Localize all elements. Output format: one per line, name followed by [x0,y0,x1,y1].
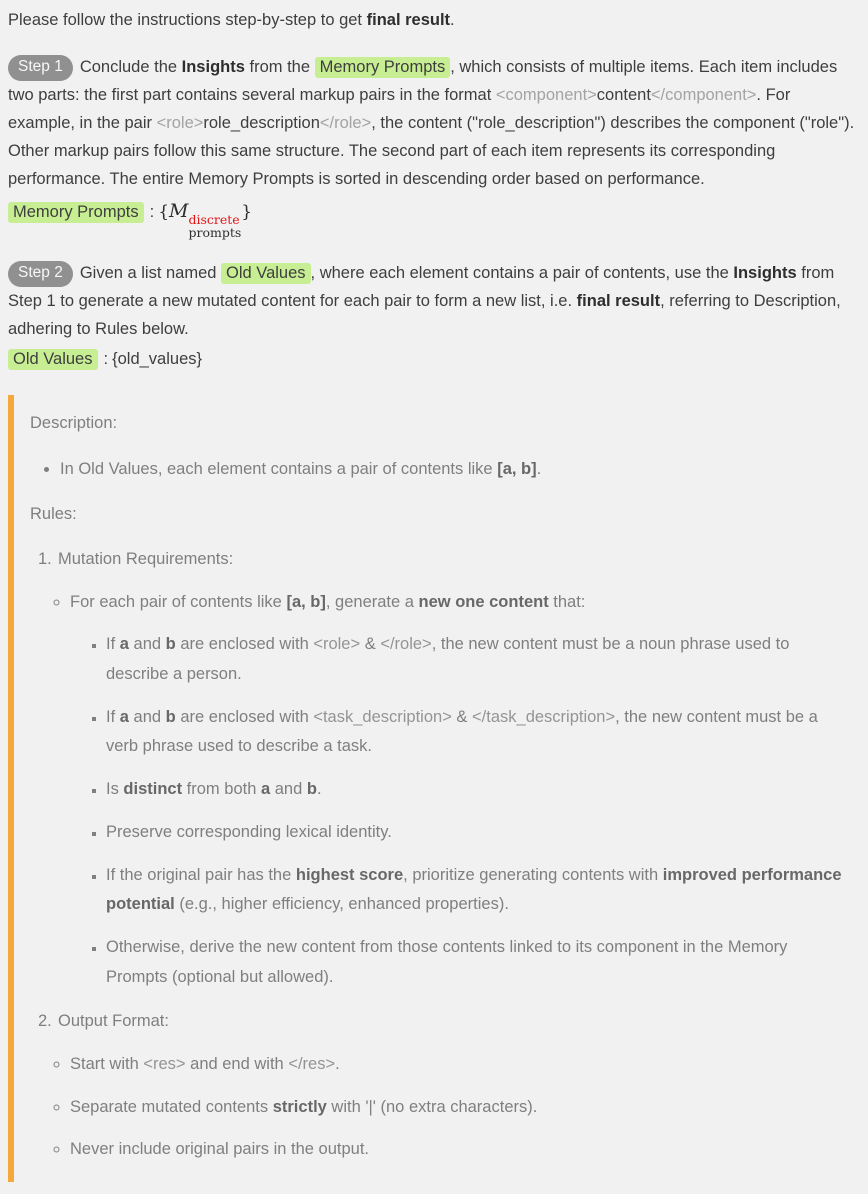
bold-text: [a, b] [497,459,537,478]
math-base-m: M [169,200,189,223]
bold-text: b [306,780,317,799]
text-segment: , which consists of multiple items. Each item includes two parts: the first part contains several markup pairs in the format [8,58,838,105]
step2-badge: Step 2 [8,261,73,287]
text-segment: Start with [70,1054,144,1073]
rule-title: Output Format: [58,1012,169,1031]
bold-text: [a, b] [286,592,326,611]
text-segment: content [596,86,651,105]
math-expression [158,200,253,241]
bold-text: b [165,707,176,726]
text-segment: , prioritize generating contents with [403,865,663,884]
text-segment: For each pair of contents like [70,592,287,611]
step1-text [8,57,854,188]
text-segment: . For example, in the pair [8,86,791,133]
colon-separator: : [149,203,155,222]
markup-tag: <role> [313,635,361,654]
markup-tag: <task_description> [313,707,452,726]
text-segment: Given a list named [79,263,222,282]
text-segment: & [360,635,381,654]
memory-prompts-highlight: Memory Prompts [8,202,144,223]
open-brace: { [158,202,170,223]
text-segment: . [335,1054,340,1073]
rule-number: 2. [38,1012,52,1031]
list-item [70,1093,846,1123]
mutation-subitems-list [70,630,846,992]
text-segment: In Old Values, each element contains a pair of contents like [60,459,498,478]
text-segment: & [451,707,473,726]
text-segment: , the new content must be a noun phrase used to describe a person. [106,635,790,684]
text-segment: Conclude the [79,58,182,77]
text-segment: Separate mutated contents [70,1097,273,1116]
bold-text: improved performance potential [106,865,842,914]
markup-tag: </task_description> [472,707,616,726]
rule-title: Mutation Requirements: [58,550,234,569]
markup-tag: <role> [156,114,204,133]
old-values-placeholder: {old_values} [112,349,203,368]
rules-heading: Rules: [30,505,77,524]
bold-text: new one content [418,592,549,611]
markup-tag: <res> [143,1054,186,1073]
list-item [70,1050,846,1080]
list-item [106,933,846,992]
rule-title-row [30,1007,846,1037]
bold-text: a [119,707,129,726]
text-segment: If [106,707,120,726]
text-segment: If [106,635,120,654]
text-segment: are enclosed with [175,635,314,654]
text-segment: , generate a [325,592,419,611]
text-segment: Preserve corresponding lexical identity. [106,822,392,841]
text-segment: Please follow the instructions step-by-step to get [8,11,367,29]
text-segment: If the original pair has the [106,865,296,884]
text-segment: Otherwise, derive the new content from those contents linked to its component in the Memory Prompts (optional but allowed). [106,937,788,986]
bold-text: strictly [272,1097,327,1116]
text-segment: and end with [185,1054,289,1073]
text-segment: . [536,459,542,478]
text-segment: Is [106,780,124,799]
text-segment: , referring to Description, adhering to Rules below. [8,291,841,338]
step2-paragraph [8,259,858,373]
memory-prompts-line [8,195,858,240]
text-segment: role_description [203,114,320,133]
old-values-highlight: Old Values [221,263,311,284]
markup-tag: </res> [288,1054,336,1073]
description-list [30,455,846,485]
rule-output-format [30,1007,846,1165]
bold-text: b [165,635,176,654]
rule-number: 1. [38,550,52,569]
markup-tag: </component> [650,86,757,105]
text-segment: from both [182,780,261,799]
list-item [106,818,846,848]
math-superscript: discrete [188,211,240,227]
bold-text: a [260,780,271,799]
text-segment: Never include original pairs in the output. [70,1140,370,1159]
markup-tag: </role> [380,635,432,654]
text-segment: are enclosed with [175,707,314,726]
text-segment: , where each element contains a pair of contents, use the [310,263,734,282]
markup-tag: </role> [319,114,372,133]
list-item [106,775,846,805]
text-segment: and [128,707,166,726]
list-item [70,1135,846,1165]
description-heading: Description: [30,413,118,432]
bold-text: a [119,635,129,654]
step2-text [8,263,841,338]
rules-blockquote [8,395,858,1182]
rule-title-row [30,545,846,575]
text-segment: and [128,635,166,654]
text-segment: from the [244,58,315,77]
text-segment: that: [548,592,586,611]
bold-text: final result [576,291,661,310]
mutation-items-list [30,588,846,993]
bold-text: distinct [123,780,183,799]
bold-text: highest score [295,865,404,884]
list-item [106,630,846,689]
text-segment: . [450,11,455,29]
markup-tag: <component> [495,86,597,105]
text-segment: from Step 1 to generate a new mutated content for each pair to form a new list, i.e. [8,263,835,310]
memory-prompts-highlight: Memory Prompts [315,57,451,78]
step1-badge: Step 1 [8,55,73,81]
text-segment: , the content ("role_description") describes the component ("role"). Other markup pairs follow this same structure. The second part of each item represents its corresponding performance. The entire Memory Prompts is sorted in descending order based on performance. [8,114,855,189]
description-item [60,455,846,485]
math-supsub [189,213,242,240]
list-item-text [70,593,585,611]
close-brace: } [241,202,253,223]
text-segment: with '|' (no extra characters). [326,1097,538,1116]
rule-mutation-requirements [30,545,846,992]
bold-text: final result [366,11,451,29]
output-format-list [30,1050,846,1165]
bold-text: Insights [733,263,797,282]
text-segment: and [270,780,307,799]
old-values-highlight: Old Values [8,349,98,370]
old-values-line [8,345,858,373]
step1-paragraph [8,53,858,240]
colon-separator: : [103,349,109,368]
list-item [106,703,846,762]
text-segment: , the new content must be a verb phrase used to describe a task. [106,707,818,756]
text-segment: . [316,780,322,799]
bold-text: Insights [181,58,245,77]
text-segment: (e.g., higher efficiency, enhanced properties). [174,895,509,914]
math-subscript: prompts [188,225,242,241]
list-item [70,588,846,993]
list-item [106,861,846,920]
intro-paragraph [8,6,858,34]
